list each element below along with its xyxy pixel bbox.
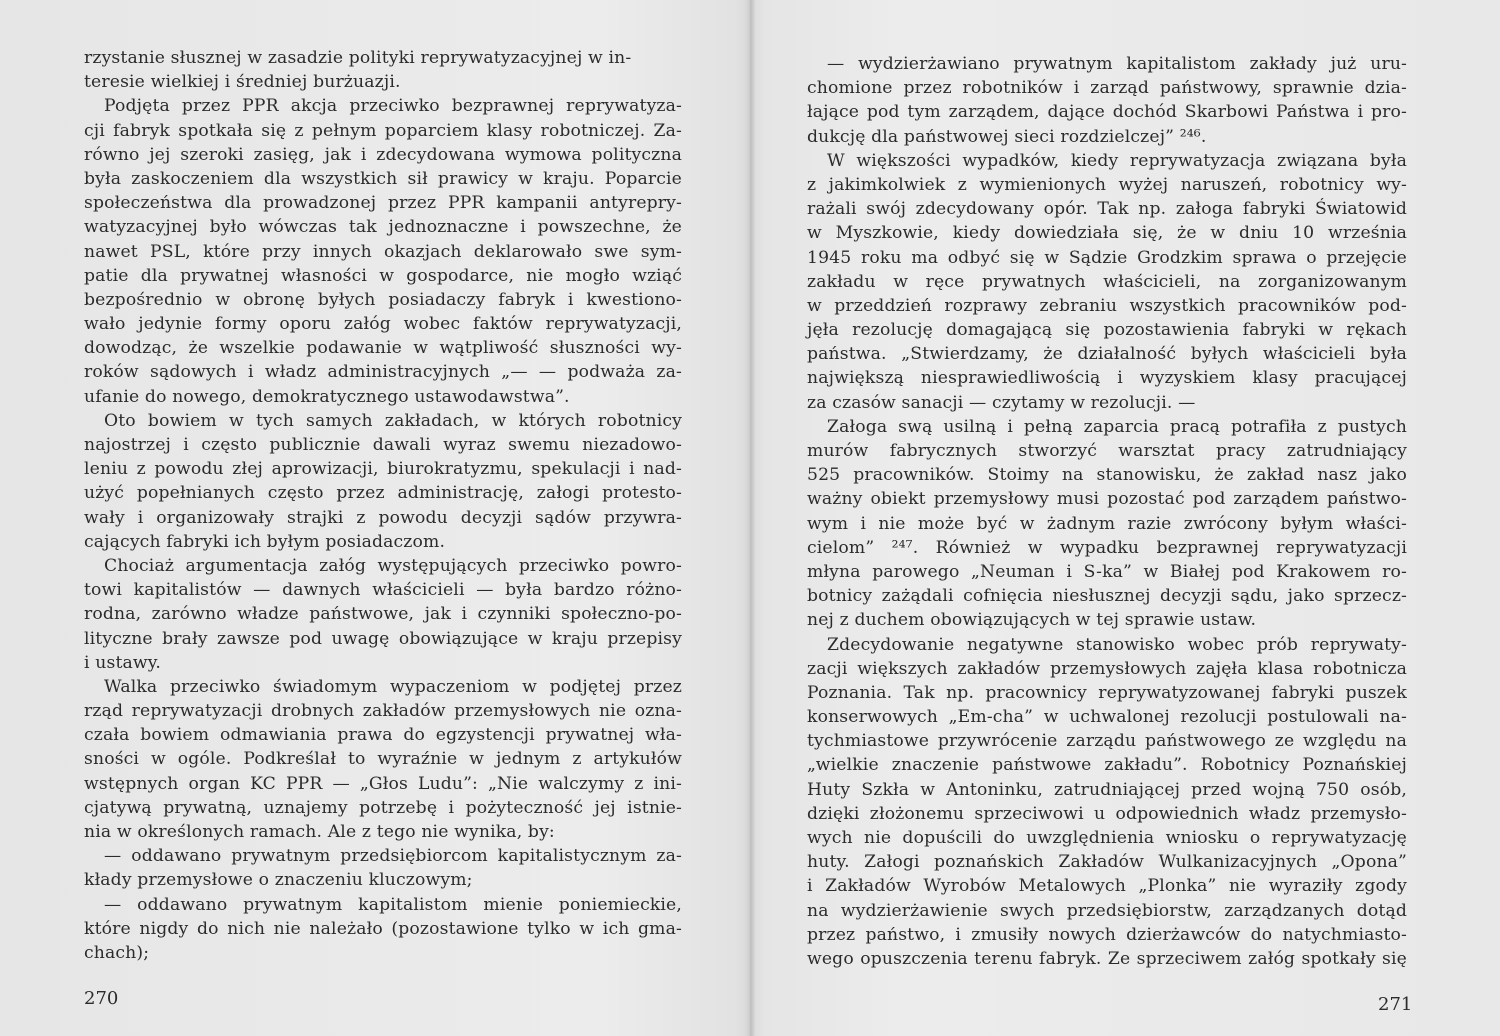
text-line: rzystanie słusznej w zasadzie polityki reprywatyzacyjnej w in- — [84, 48, 632, 68]
text-line: 1945 roku ma odbyć się w Sądzie Grodzkim sprawa o przejęcie — [807, 247, 1407, 268]
text-line: nej z duchem obowiązujących w tej sprawie ustaw. — [807, 610, 1257, 631]
text-line: Podjęta przez PPR akcja przeciwko bezprawnej reprywatyza- — [104, 96, 682, 117]
text-line: przez państwo, i zmusiły nowych dzierżawców do natychmiasto- — [807, 924, 1407, 945]
text-line: sności w ogóle. Podkreślał to wyraźnie w jednym z artykułów — [84, 749, 682, 770]
book-gutter — [745, 0, 755, 1036]
left-page — [0, 0, 745, 1036]
text-line: Chociaż argumentacja załóg występujących przeciwko powro- — [104, 555, 682, 576]
page-number: 270 — [84, 988, 119, 1009]
text-line: wym i nie może być w żadnym razie zwrócony byłym właści- — [807, 513, 1407, 534]
text-line: najostrzej i często publicznie dawali wyraz swemu niezadowo- — [84, 435, 682, 455]
text-line: teresie wielkiej i średniej burżuazji. — [84, 72, 401, 93]
text-line: rażali swój zdecydowany opór. Tak np. załoga fabryki Światowid — [807, 199, 1407, 220]
text-line: Zdecydowanie negatywne stanowisko wobec prób reprywaty- — [827, 634, 1407, 655]
text-line: cielom” ²⁴⁷. Również w wypadku bezprawnej reprywatyzacji — [807, 537, 1407, 558]
text-line: Oto bowiem w tych samych zakładach, w których robotnicy — [104, 410, 682, 431]
text-line: — oddawano prywatnym kapitalistom mienie poniemieckie, — [104, 894, 682, 915]
text-line: z jakimkolwiek z wymienionych wyżej naruszeń, robotnicy wy- — [807, 174, 1407, 195]
text-line: równo jej szeroki zasięg, jak i zdecydowana wymowa polityczna — [84, 144, 682, 165]
text-line: cjatywą prywatną, uznajemy potrzebę i pożyteczność jej istnie- — [84, 797, 682, 818]
text-line: za czasów sanacji — czytamy w rezolucji. — — [807, 392, 1196, 413]
text-line: i ustawy. — [84, 652, 161, 673]
text-line: 525 pracowników. Stoimy na stanowisku, że zakład nasz jako — [807, 465, 1407, 486]
text-line: lityczne brały zawsze pod uwagę obowiązujące w kraju przepisy — [84, 628, 682, 649]
text-line: w Myszkowie, kiedy dowiedziała się, że w dniu 10 września — [807, 223, 1407, 244]
text-line: konserwowych „Em-cha” w uchwalonej rezolucji postulowali na- — [807, 707, 1407, 728]
text-line: Załoga swą usilną i pełną zaparcia pracą potrafiła z pustych — [827, 416, 1407, 437]
text-line: Poznania. Tak np. pracownicy reprywatyzowanej fabryki puszek — [807, 682, 1407, 703]
text-line: rodna, zarówno władze państwowe, jak i czynniki społeczno-po- — [84, 604, 682, 625]
text-line: huty. Załogi poznańskich Zakładów Wulkanizacyjnych „Opona” — [807, 852, 1407, 873]
text-line: ufanie do nowego, demokratycznego ustawodawstwa”. — [84, 386, 570, 407]
text-line: patie dla prywatnej własności w gospodarce, nie mogło wziąć — [84, 265, 682, 286]
text-line: młyna parowego „Neuman i S-ka” w Białej pod Krakowem ro- — [807, 561, 1407, 582]
text-line: nawet PSL, które przy innych okazjach deklarowało swe sym- — [84, 241, 682, 262]
text-line: państwa. „Stwierdzamy, że działalność byłych właścicieli była — [807, 344, 1407, 365]
text-line: wstępnych organ KC PPR — „Głos Ludu”: „Nie walczymy z ini- — [84, 773, 682, 794]
text-line: bezpośrednio w obronę byłych posiadaczy fabryk i kwestiono- — [84, 289, 682, 310]
text-line: i Zakładów Wyrobów Metalowych „Plonka” nie wyraziły zgody — [807, 876, 1407, 897]
text-line: dowodząc, że wszelkie podawanie w wątpliwość słuszności wy- — [84, 338, 682, 359]
text-line: wych nie dopuścili do uwzględnienia wniosku o reprywatyzację — [807, 828, 1407, 848]
text-line: Walka przeciwko świadomym wypaczeniom w podjętej przez — [104, 676, 682, 697]
text-line: chomione przez robotników i zarząd państwowy, sprawnie dzia- — [807, 78, 1407, 99]
text-line: botnicy zażądali cofnięcia niesłusznej decyzji sądu, jako sprzecz- — [807, 586, 1407, 607]
text-line: Huty Szkła w Antoninku, zatrudniającej przed wojną 750 osób, — [807, 779, 1407, 800]
text-line: towi kapitalistów — dawnych właścicieli — była bardzo różno- — [84, 580, 682, 601]
text-line: nia w określonych ramach. Ale z tego nie wynika, by: — [84, 822, 555, 842]
text-line: wały i organizowały strajki z powodu decyzji sądów przywra- — [84, 507, 682, 528]
left-page-text — [84, 46, 682, 965]
text-line: tychmiastowe przywrócenie zarządu państwowego ze względu na — [807, 731, 1407, 752]
text-line: — wydzierżawiano prywatnym kapitalistom zakłady już uru- — [827, 54, 1407, 74]
text-line: murów fabrycznych stworzyć warsztat pracy zatrudniający — [807, 441, 1407, 461]
text-line: ważny obiekt przemysłowy musi pozostać pod zarządem państwo- — [807, 489, 1407, 510]
text-line: dzięki złożonemu sprzeciwowi u odpowiednich władz przemysło- — [807, 803, 1407, 824]
text-line: zakładu w ręce prywatnych właścicieli, na zorganizowanym — [807, 271, 1407, 292]
text-line: czała bowiem odmawiania prawa do egzystencji prywatnej wła- — [84, 725, 682, 746]
text-line: wego opuszczenia terenu fabryk. Ze sprzeciwem załóg spotkały się — [807, 948, 1407, 969]
page-number: 271 — [1378, 994, 1413, 1015]
text-line: łające pod tym zarządem, dające dochód Skarbowi Państwa i pro- — [807, 102, 1407, 123]
text-line: — oddawano prywatnym przedsiębiorcom kapitalistycznym za- — [104, 846, 682, 867]
text-line: chach); — [84, 942, 150, 963]
text-line: roków sądowych i władz administracyjnych „— — podważa za- — [84, 362, 682, 383]
text-line: użyć popełnianych często przez administrację, załogi protesto- — [84, 483, 682, 504]
text-line: jęła rezolucję domagającą się pozostawienia fabryki w rękach — [807, 320, 1407, 341]
text-line: rząd reprywatyzacji drobnych zakładów przemysłowych nie ozna- — [84, 701, 682, 722]
right-page — [755, 0, 1500, 1036]
text-line: które nigdy do nich nie należało (pozostawione tylko w ich gma- — [84, 918, 682, 939]
text-line: cających fabryki ich byłym posiadaczom. — [84, 531, 446, 552]
text-line: „wielkie znaczenie państwowe zakładu”. Robotnicy Poznańskiej — [807, 755, 1407, 776]
text-line: watyzacyjnej było wówczas tak jednoznaczne i powszechne, że — [84, 217, 682, 238]
text-line: leniu z powodu złej aprowizacji, biurokratyzmu, spekulacji i nad- — [84, 459, 682, 480]
text-line: W większości wypadków, kiedy reprywatyzacja związana była — [827, 150, 1407, 171]
text-line: na wydzierżawienie swych przedsiębiorstw, zarządzanych dotąd — [807, 900, 1407, 921]
text-line: zacji większych zakładów przemysłowych zajęła klasa robotnicza — [807, 658, 1407, 679]
right-page-text — [807, 52, 1407, 971]
text-line: cji fabryk spotkała się z pełnym poparciem klasy robotniczej. Za- — [84, 120, 682, 141]
text-line: wało jedynie formy oporu załóg wobec faktów reprywatyzacji, — [84, 314, 682, 335]
text-line: społeczeństwa dla prowadzonej przez PPR kampanii antyrepry- — [84, 193, 682, 214]
text-line: kłady przemysłowe o znaczeniu kluczowym; — [84, 870, 473, 891]
text-line: dukcję dla państwowej sieci rozdzielczej” ²⁴⁶. — [807, 126, 1207, 147]
text-line: w przeddzień rozprawy zebraniu wszystkich pracowników pod- — [807, 295, 1407, 316]
text-line: była zaskoczeniem dla wszystkich sił prawicy w kraju. Poparcie — [84, 168, 682, 189]
text-line: największą niesprawiedliwością i wyzyskiem klasy pracującej — [807, 368, 1407, 389]
